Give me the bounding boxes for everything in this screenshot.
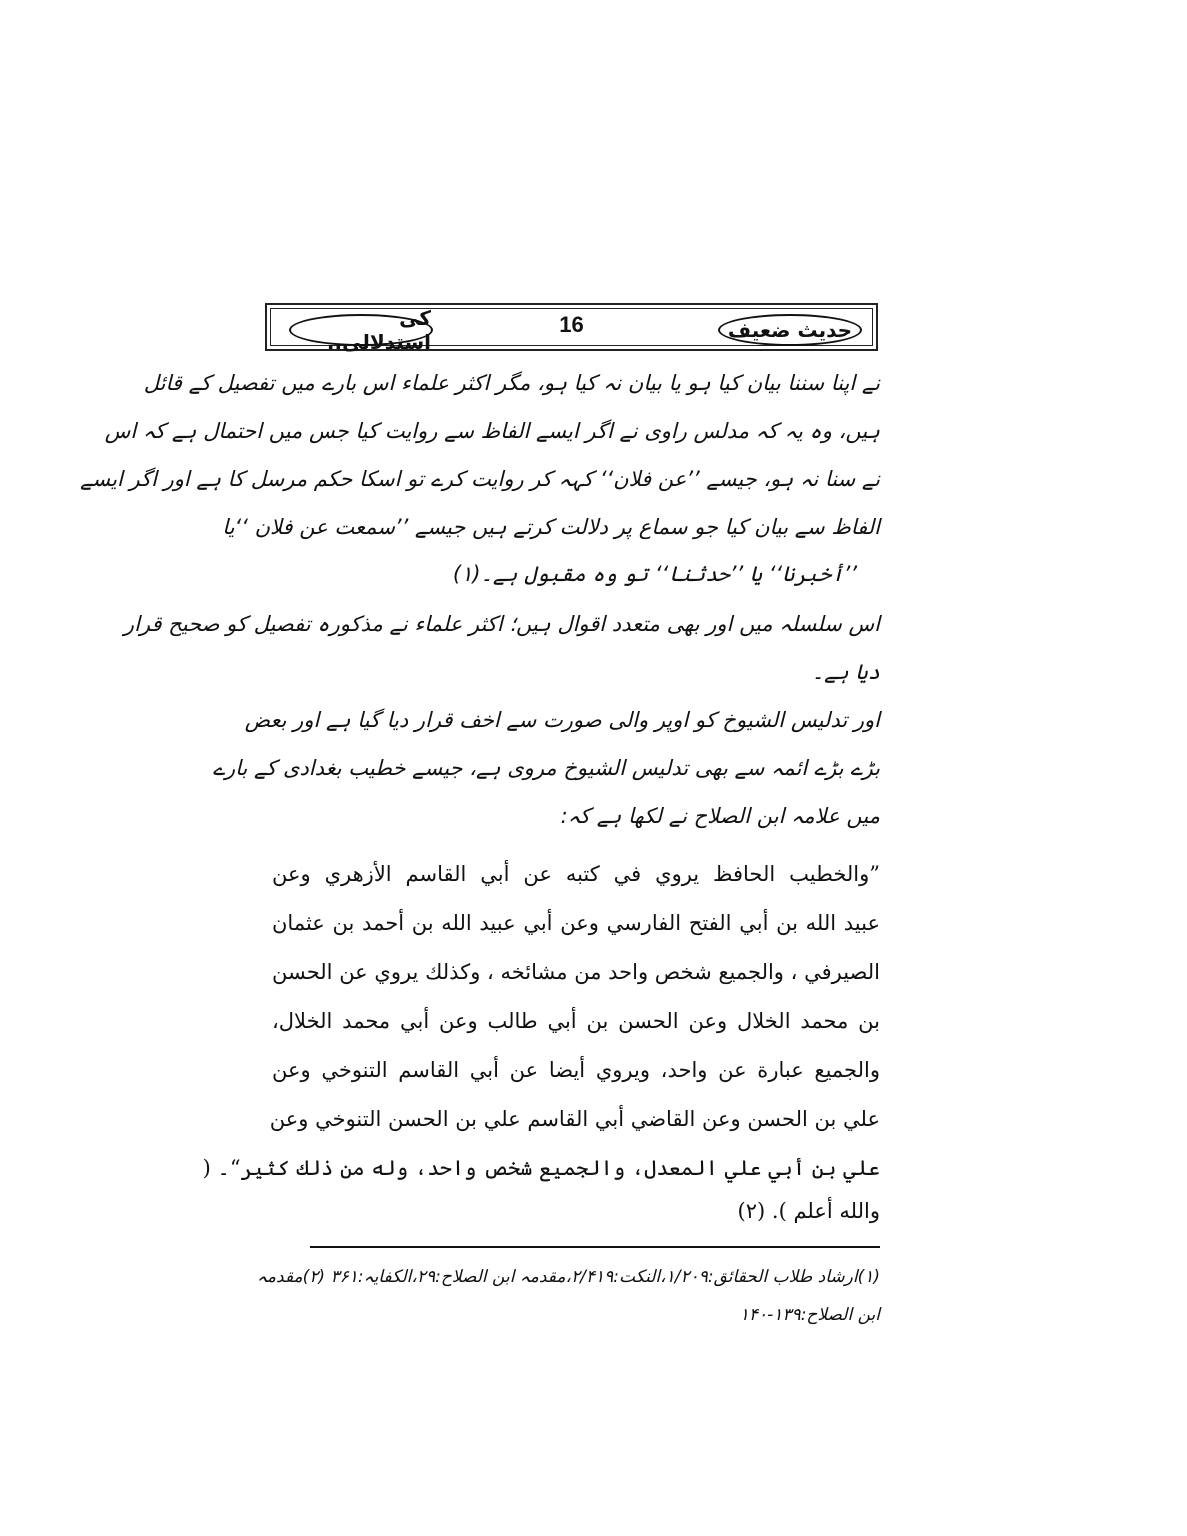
urdu-line-3: نے سنا نہ ہو، جیسے ’’عن فلان‘‘ کہہ کر روایت کرے تو اسکا حکم مرسل کا ہے اور اگر ایسے xyxy=(80,467,880,491)
arabic-line-5: والجميع عبارة عن واحد، ويروي أيضا عن أبي القاسم التنوخي وعن xyxy=(272,1058,880,1082)
page-number: 16 xyxy=(559,312,584,337)
urdu-line-9: بڑے بڑے ائمہ سے بھی تدلیس الشیوخ مروی ہے، جیسے خطیب بغدادی کے بارے xyxy=(212,756,880,780)
arabic-line-6: علي بن الحسن وعن القاضي أبي القاسم علي بن الحسن التنوخي وعن xyxy=(269,1107,880,1131)
urdu-line-10: میں علامہ ابن الصلاح نے لکھا ہے کہ: xyxy=(560,804,880,828)
urdu-line-1: نے اپنا سننا بیان کیا ہو یا بیان نہ کیا ہو، مگر اکثر علماء اس بارے میں تفصیل کے قائل xyxy=(143,371,880,395)
urdu-line-6: اس سلسلہ میں اور بھی متعدد اقوال ہیں؛ اکثر علماء نے مذکورہ تفصیل کو صحیح قرار xyxy=(123,612,880,636)
urdu-line-4: الفاظ سے بیان کیا جو سماع پر دلالت کرتے ہیں جیسے ’’سمعت عن فلان ‘‘یا xyxy=(222,515,880,539)
arabic-line-1: ”والخطيب الحافظ يروي في كتبه عن أبي القاسم الأزهري وعن xyxy=(272,862,880,886)
arabic-line-8: والله أعلم ). (۲) xyxy=(737,1199,880,1223)
footnote-line-1: (۱)ارشاد طلاب الحقائق:۱/۲۰۹،النکت:۲/۴۱۹،مقدمہ ابن الصلاح:۲۹،الکفایہ:۳۶۱ (۲)مقدمہ xyxy=(256,1267,880,1287)
running-header xyxy=(265,303,878,354)
urdu-line-5: ’’أخبرنا‘‘ یا ’’حدثنا‘‘ تو وہ مقبول ہے۔(۱) xyxy=(452,562,857,586)
header-chapter-title: کی استدلالی.. xyxy=(289,314,433,346)
footnote-divider xyxy=(310,1246,880,1248)
arabic-line-4: بن محمد الخلال وعن الحسن بن أبي طالب وعن أبي محمد الخلال، xyxy=(272,1009,880,1033)
urdu-line-7: دیا ہے۔ xyxy=(811,660,880,684)
header-book-title: حدیث ضعیف xyxy=(718,314,862,346)
urdu-line-8: اور تدلیس الشیوخ کو اوپر والی صورت سے اخف قرار دیا گیا ہے اور بعض xyxy=(244,708,880,732)
arabic-line-2: عبيد الله بن أبي الفتح الفارسي وعن أبي عبيد الله بن أحمد بن عثمان xyxy=(272,911,880,935)
footnote-line-2: ابن الصلاح:۱۳۹-۱۴۰ xyxy=(739,1305,880,1325)
arabic-line-3: الصيرفي ، والجميع شخص واحد من مشائخه ، وكذلك يروي عن الحسن xyxy=(272,960,880,984)
urdu-line-2: ہیں، وہ یہ کہ مدلس راوی نے اگر ایسے الفاظ سے روایت کیا جس میں احتمال ہے کہ اس xyxy=(104,419,880,443)
arabic-line-7: علي بن أبي علي المعدل، والجميع شخص واحد، وله من ذلك كثير“۔ ( xyxy=(202,1156,880,1180)
